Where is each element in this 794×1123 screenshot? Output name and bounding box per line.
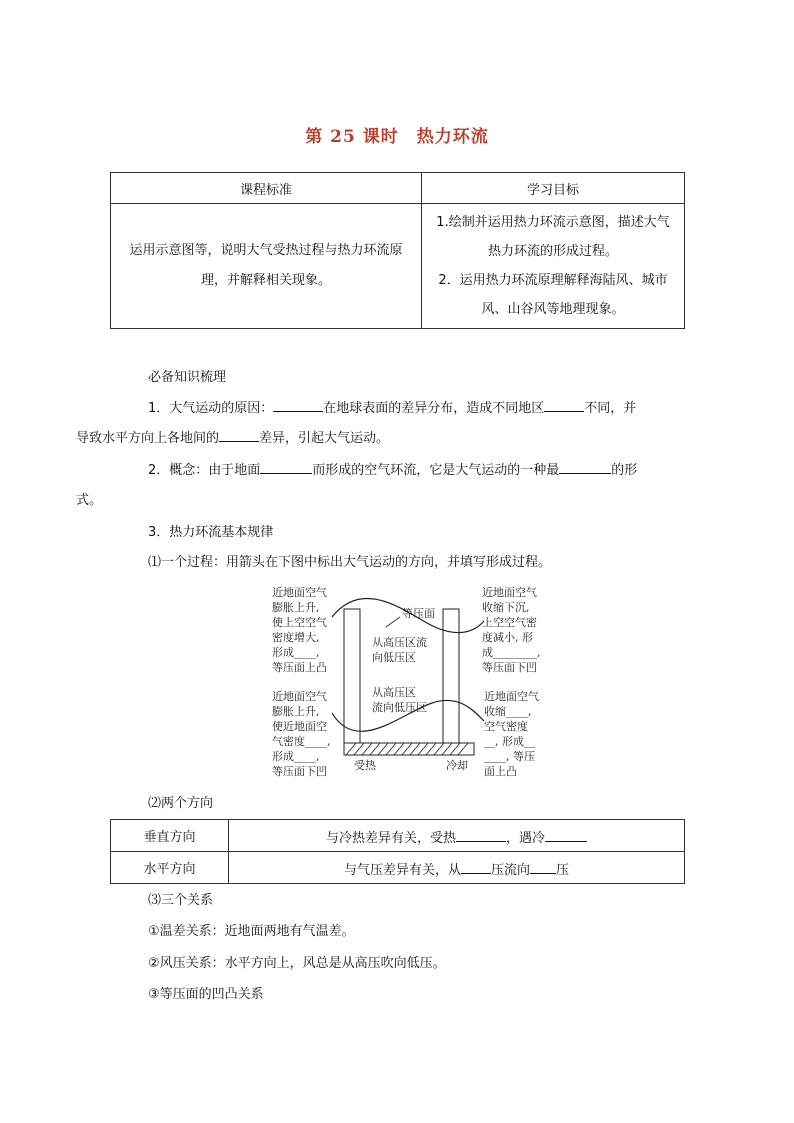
horizontal-text: 压流向 [490, 862, 530, 878]
thermal-circulation-diagram [262, 583, 562, 783]
blank[interactable] [219, 426, 259, 442]
goal-header: 学习目标 [422, 173, 685, 204]
item-2-text: 的形 [611, 463, 638, 478]
isobar-pointer [386, 617, 400, 627]
goal-1: 1.绘制并运用热力环流示意图，描述大气热力环流的形成过程。 [436, 215, 670, 259]
vertical-direction-text [229, 820, 685, 852]
relation-3: ③等压面的凹凸关系 [148, 987, 264, 1002]
standard-header: 课程标准 [111, 173, 422, 204]
lower-flow-label: 从高压区 流向低压区 [372, 686, 427, 714]
left-column [344, 609, 360, 743]
item-2-text: 而形成的空气环流，它是大气运动的一种最 [312, 463, 560, 478]
goal-2: 2．运用热力环流原理解释海陆风、城市风、山谷风等地理现象。 [438, 273, 668, 317]
left-bottom-label: 近地面空气 膨胀上升, 使近地面空 气密度____, 形成____, 等压面下凹 [272, 690, 331, 778]
blank[interactable] [461, 858, 491, 874]
horizontal-text: 与气压差异有关，从 [343, 862, 461, 878]
ground-hatch [346, 743, 468, 755]
upper-flow-label: 从高压区流 向低压区 [372, 636, 427, 664]
heated-label: 受热 [354, 759, 376, 772]
item-3-1: ⑴一个过程：用箭头在下图中标出大气运动的方向，并填写形成过程。 [148, 555, 552, 570]
item-2-text: 2．概念：由于地面 [148, 463, 261, 478]
left-top-label: 近地面空气 膨胀上升, 使上空空气 密度增大, 形成____, 等压面上凸 [272, 586, 327, 674]
directions-table [110, 819, 685, 884]
item-1-text: 差异，引起大气运动。 [259, 431, 390, 446]
standard-text: 运用示意图等，说明大气受热过程与热力环流原理，并解释相关现象。 [111, 204, 422, 329]
relation-2: ②风压关系：水平方向上，风总是从高压吹向低压。 [148, 956, 446, 971]
item-1-text: 导致水平方向上各地间的 [76, 431, 220, 446]
item-1-text: 在地球表面的差异分布，造成不同地区 [323, 401, 545, 416]
horizontal-text: 压 [556, 862, 570, 878]
item-1 [76, 394, 684, 454]
item-1-text: 不同，并 [584, 401, 637, 416]
item-3: 3．热力环流基本规律 [148, 525, 274, 540]
blank[interactable] [260, 458, 312, 474]
item-3-3: ⑶三个关系 [148, 893, 214, 908]
relation-1: ①温差关系：近地面两地有气温差。 [148, 924, 355, 939]
vertical-text: ，遇冷 [506, 830, 546, 846]
item-2 [76, 456, 684, 516]
section-heading: 必备知识梳理 [148, 370, 227, 385]
blank[interactable] [273, 396, 323, 412]
blank[interactable] [530, 858, 556, 874]
item-2-text: 式。 [76, 493, 103, 508]
cooled-label: 冷却 [446, 759, 468, 772]
page-title: 第 25 课时 热力环流 [305, 127, 489, 147]
isobar-label: 等压面 [402, 607, 435, 620]
right-top-label: 近地面空气 收缩下沉, 上空空气密 度减小, 形 成________, 等压面下凹 [482, 586, 541, 674]
vertical-text: 与冷热差异有关，受热 [325, 830, 456, 846]
blank[interactable] [559, 458, 611, 474]
blank[interactable] [544, 396, 584, 412]
blank[interactable] [456, 826, 506, 842]
horizontal-direction-head: 水平方向 [111, 852, 229, 884]
item-1-text: 1．大气运动的原因： [148, 401, 274, 416]
goals-cell [422, 204, 685, 329]
item-3-2: ⑵两个方向 [148, 796, 214, 811]
vertical-direction-head: 垂直方向 [111, 820, 229, 852]
right-bottom-label: 近地面空气 收缩____, 空气密度 __, 形成__ ____, 等压 面上凸 [484, 690, 539, 778]
horizontal-direction-text [229, 852, 685, 884]
blank[interactable] [545, 826, 587, 842]
curriculum-table [110, 172, 685, 329]
right-column [443, 609, 459, 743]
